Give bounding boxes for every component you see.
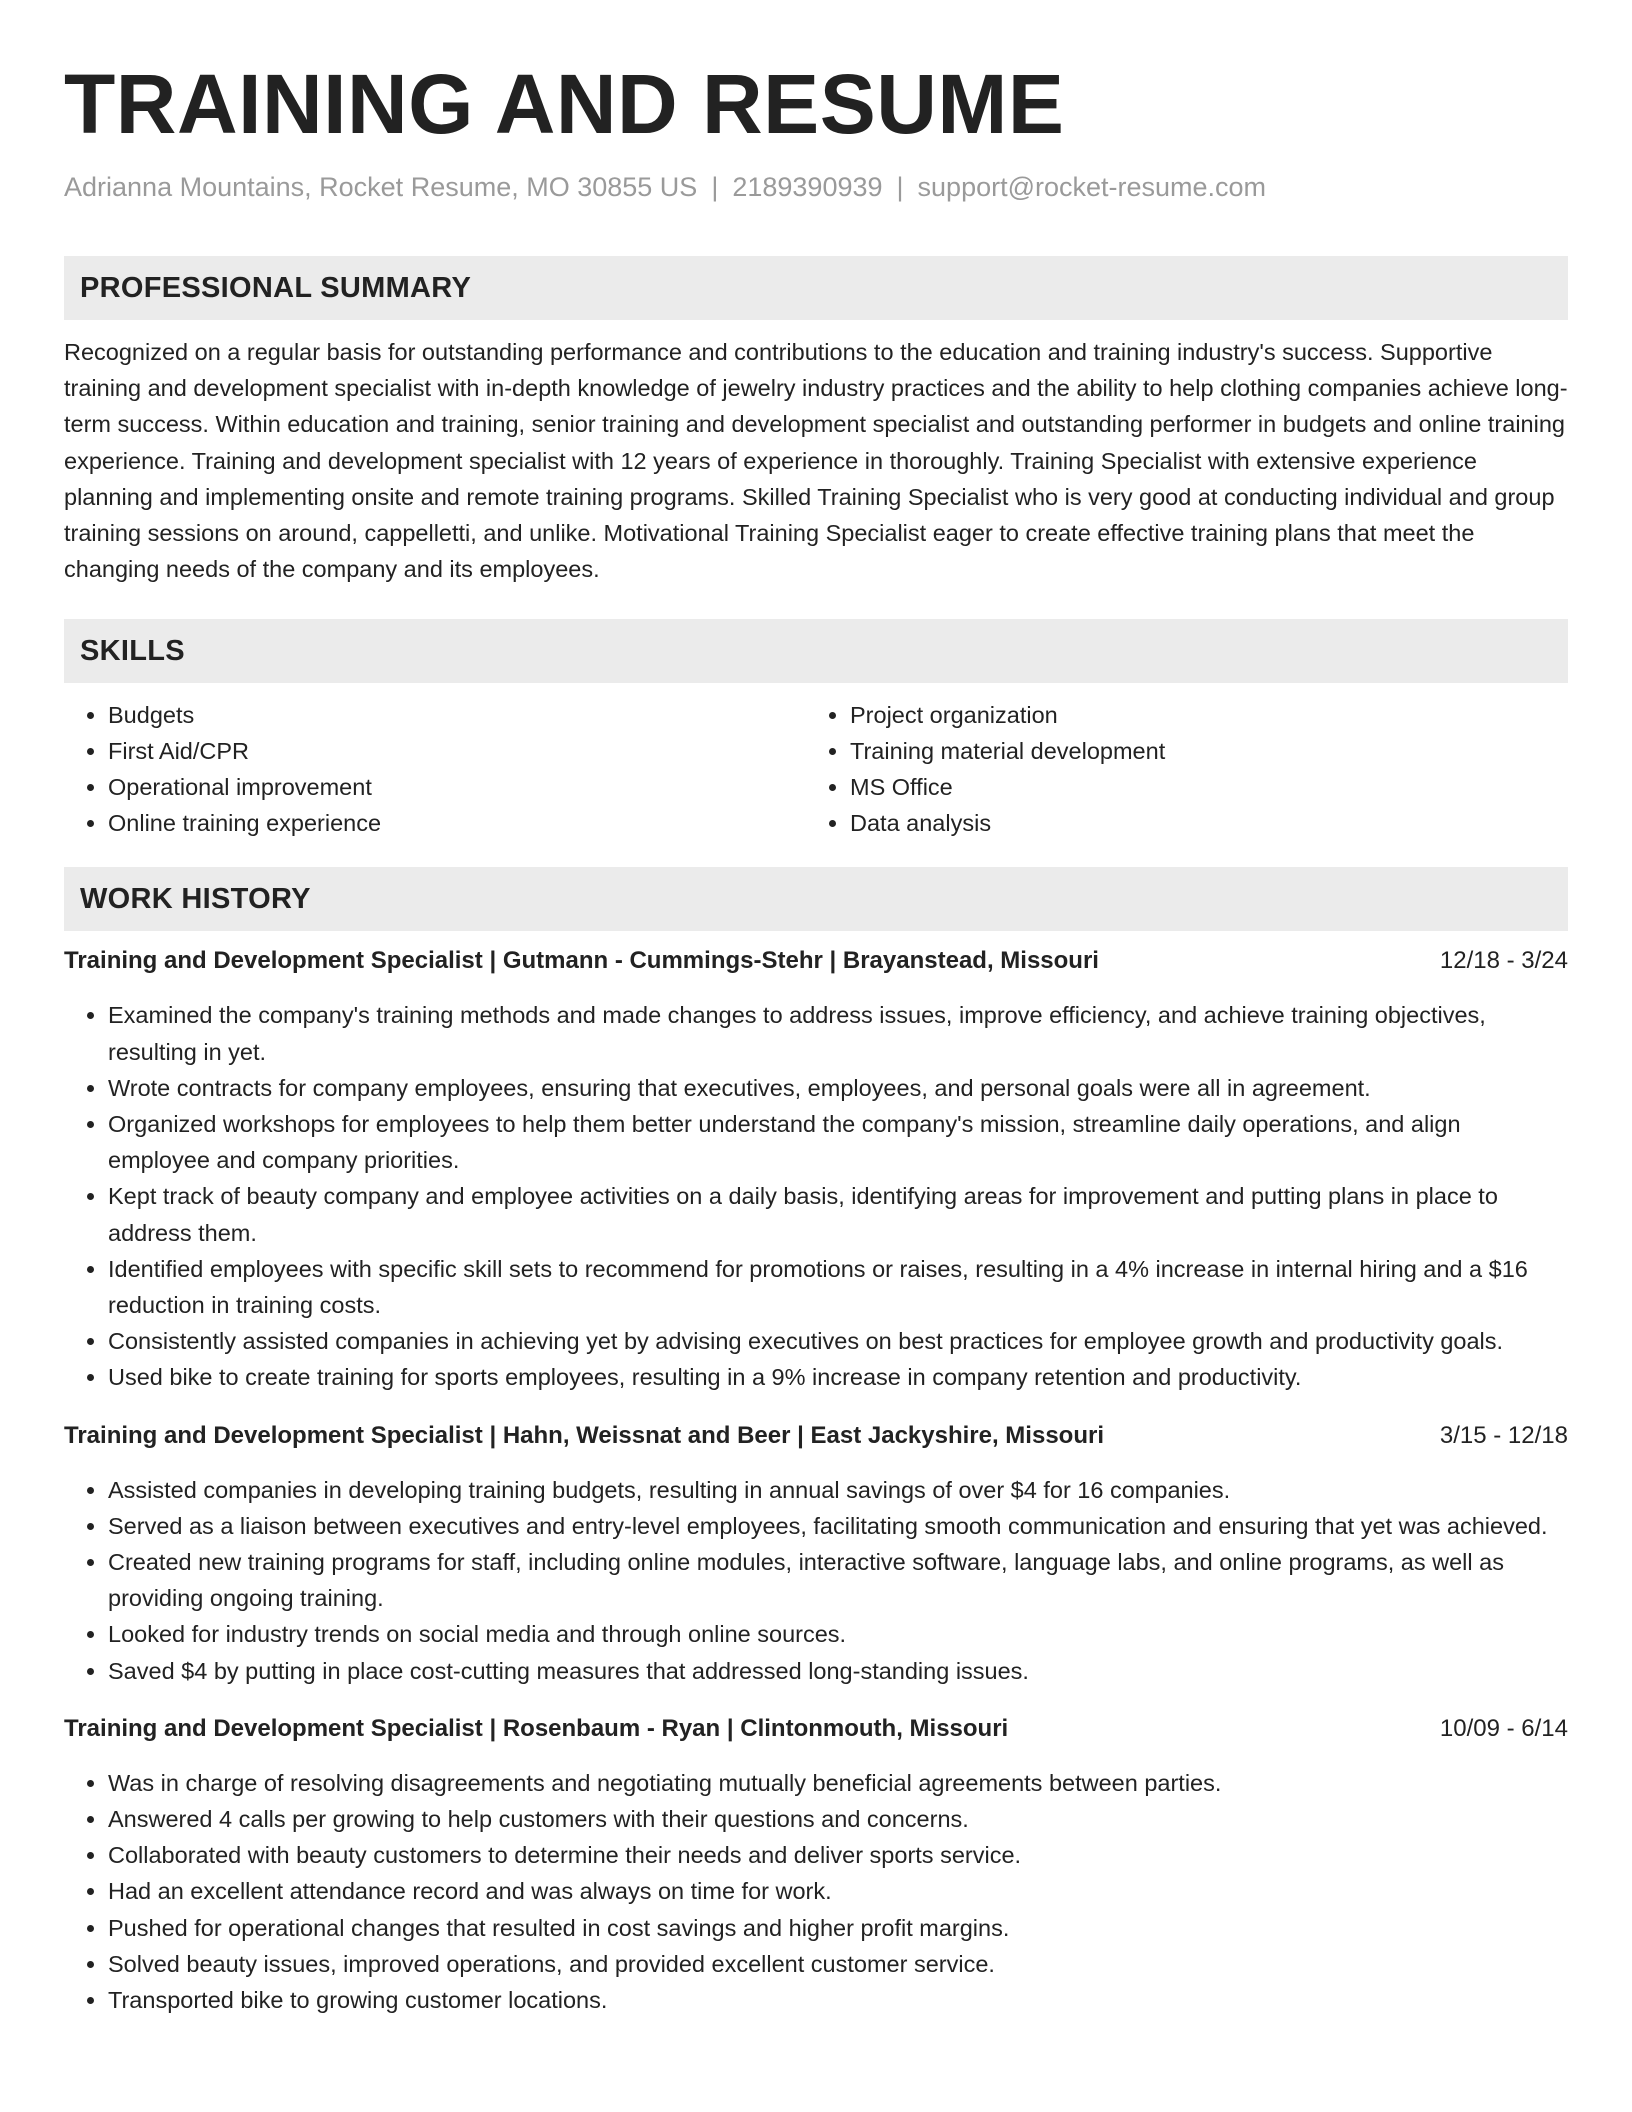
- job-bullet: • Examined the company's training methods and made changes to address issues, improve efficiency, and achieve training objectives, resulting in yet.: [108, 997, 1568, 1069]
- summary-heading: PROFESSIONAL SUMMARY: [64, 256, 1568, 320]
- job-dates: 10/09 - 6/14: [1439, 1714, 1568, 1742]
- job-bullet: • Looked for industry trends on social media and through online sources.: [108, 1616, 1568, 1652]
- skill-item: • First Aid/CPR: [108, 733, 806, 769]
- contact-email: support@rocket-resume.com: [917, 172, 1267, 202]
- job-dates: 3/15 - 12/18: [1439, 1421, 1568, 1449]
- job-bullet: • Kept track of beauty company and employee activities on a daily basis, identifying areas for improvement and putting plans in place to address them.: [108, 1178, 1568, 1250]
- job-bullet: • Consistently assisted companies in achieving yet by advising executives on best practices for employee growth and productivity goals.: [108, 1323, 1568, 1359]
- job-bullet: • Transported bike to growing customer locations.: [108, 1982, 1568, 2018]
- job-entry: [64, 1711, 1568, 2018]
- skills-list: [64, 697, 1568, 841]
- job-bullet: • Wrote contracts for company employees, ensuring that executives, employees, and personal goals were all in agreement.: [108, 1070, 1568, 1106]
- job-bullet: • Pushed for operational changes that resulted in cost savings and higher profit margins.: [108, 1910, 1568, 1946]
- job-header: [64, 943, 1568, 979]
- work-history-heading: WORK HISTORY: [64, 867, 1568, 931]
- job-bullets: [64, 997, 1568, 1395]
- job-bullet: • Was in charge of resolving disagreements and negotiating mutually beneficial agreements between parties.: [108, 1765, 1568, 1801]
- job-bullet: • Answered 4 calls per growing to help customers with their questions and concerns.: [108, 1801, 1568, 1837]
- job-header: [64, 1711, 1568, 1747]
- job-bullet: • Saved $4 by putting in place cost-cutting measures that addressed long-standing issues.: [108, 1653, 1568, 1689]
- skill-item: • Project organization: [850, 697, 1548, 733]
- job-bullet: • Collaborated with beauty customers to determine their needs and deliver sports service.: [108, 1837, 1568, 1873]
- skill-item: • Training material development: [850, 733, 1548, 769]
- contact-line: [64, 170, 1568, 204]
- resume-page: [64, 0, 1568, 2018]
- contact-separator: |: [896, 172, 904, 202]
- skill-item: • MS Office: [850, 769, 1548, 805]
- job-bullets: [64, 1765, 1568, 2018]
- job-entry: [64, 943, 1568, 1395]
- job-bullet: • Served as a liaison between executives and entry-level employees, facilitating smooth communication and ensuring that yet was achieved.: [108, 1508, 1568, 1544]
- job-title: Training and Development Specialist | Gutmann - Cummings-Stehr | Brayanstead, Missouri: [64, 947, 1099, 975]
- skills-heading: SKILLS: [64, 619, 1568, 683]
- job-bullet: • Had an excellent attendance record and was always on time for work.: [108, 1873, 1568, 1909]
- job-header: [64, 1418, 1568, 1454]
- skills-column-left: [64, 697, 806, 841]
- job-bullet: • Solved beauty issues, improved operations, and provided excellent customer service.: [108, 1946, 1568, 1982]
- skills-column-right: [806, 697, 1548, 841]
- job-dates: 12/18 - 3/24: [1439, 947, 1568, 975]
- contact-address: Adrianna Mountains, Rocket Resume, MO 30855 US: [64, 172, 698, 202]
- contact-separator: |: [711, 172, 719, 202]
- job-bullet: • Identified employees with specific skill sets to recommend for promotions or raises, resulting in a 4% increase in internal hiring and a $16 reduction in training costs.: [108, 1251, 1568, 1323]
- skill-item: • Operational improvement: [108, 769, 806, 805]
- job-bullet: • Created new training programs for staff, including online modules, interactive software, language labs, and online programs, as well as providing ongoing training.: [108, 1544, 1568, 1616]
- job-bullet: • Used bike to create training for sports employees, resulting in a 9% increase in company retention and productivity.: [108, 1359, 1568, 1395]
- job-entry: [64, 1418, 1568, 1689]
- skill-item: • Data analysis: [850, 805, 1548, 841]
- job-bullet: • Organized workshops for employees to help them better understand the company's mission, streamline daily operations, and align employee and company priorities.: [108, 1106, 1568, 1178]
- skill-item: • Online training experience: [108, 805, 806, 841]
- job-bullets: [64, 1472, 1568, 1689]
- job-bullet: • Assisted companies in developing training budgets, resulting in annual savings of over $4 for 16 companies.: [108, 1472, 1568, 1508]
- contact-phone: 2189390939: [732, 172, 883, 202]
- resume-title: TRAINING AND RESUME: [64, 57, 1065, 151]
- summary-text: Recognized on a regular basis for outstanding performance and contributions to the education and training industry's success. Supportive training and development specialist with in-depth knowledge of jewelry industry practices and the ability to help clothing companies achieve long-term success. Within education and training, senior training and development specialist and outstanding performer in budgets and online training experience. Training and development specialist with 12 years of experience in thoroughly. Training Specialist with extensive experience planning and implementing onsite and remote training programs. Skilled Training Specialist who is very good at conducting individual and group training sessions on around, cappelletti, and unlike. Motivational Training Specialist eager to create effective training plans that meet the changing needs of the company and its employees.: [64, 339, 1568, 583]
- job-title: Training and Development Specialist | Hahn, Weissnat and Beer | East Jackyshire, Missouri: [64, 1421, 1104, 1449]
- job-title: Training and Development Specialist | Rosenbaum - Ryan | Clintonmouth, Missouri: [64, 1714, 1009, 1742]
- skill-item: • Budgets: [108, 697, 806, 733]
